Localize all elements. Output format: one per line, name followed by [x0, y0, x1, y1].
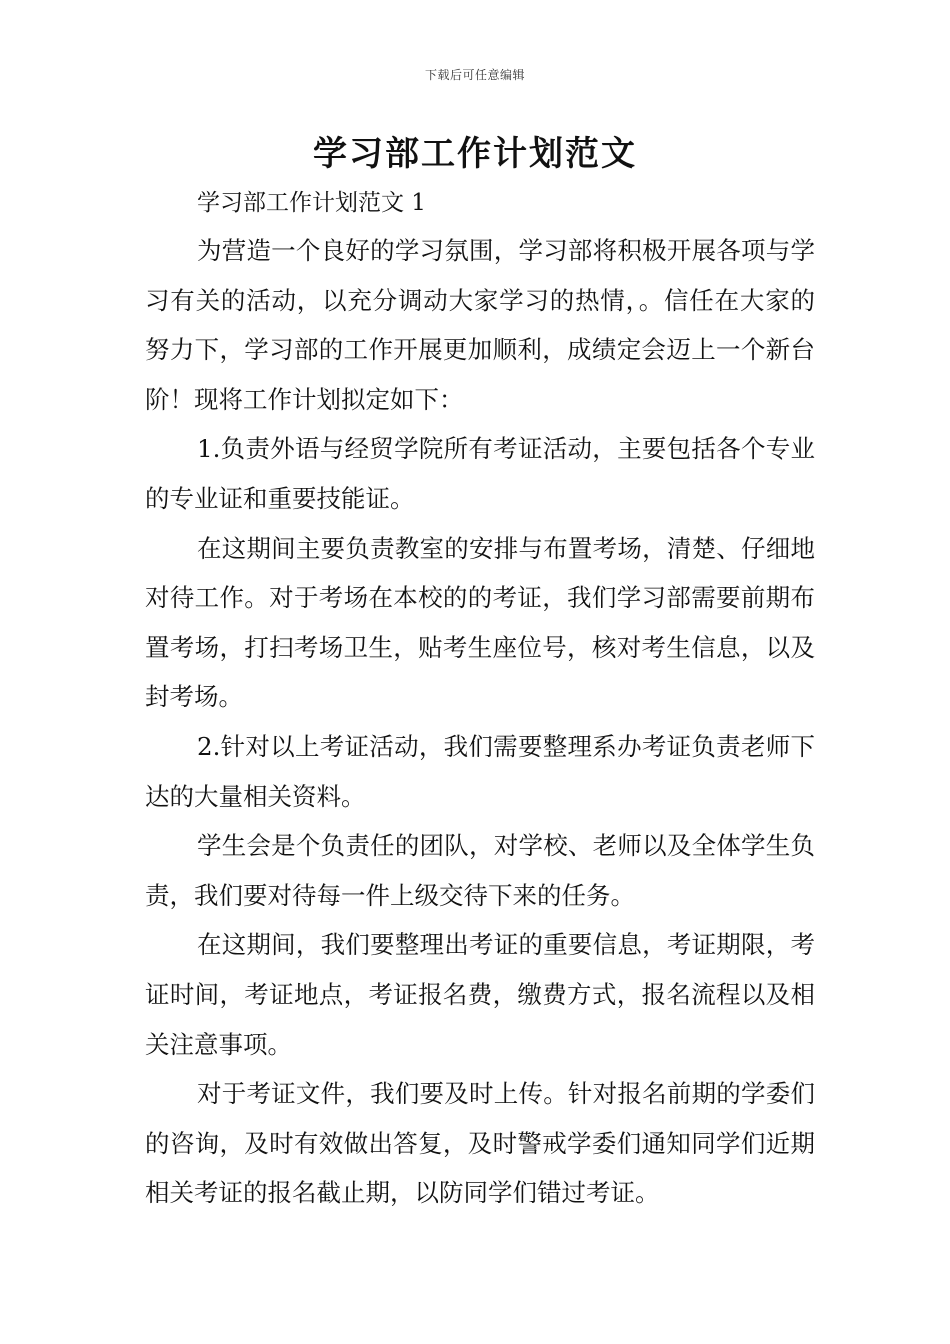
paragraph-exam-venue: 在这期间主要负责教室的安排与布置考场，清楚、仔细地对待工作。对于考场在本校的的考证，我们学习部需要前期布置考场，打扫考场卫生，贴考生座位号，核对考生信息，以及封考场。: [145, 533, 815, 712]
header-note: 下载后可任意编辑: [424, 68, 525, 82]
paragraph-exam-info: 在这期间，我们要整理出考证的重要信息，考证期限，考证时间，考证地点，考证报名费，缴费方式，报名流程以及相关注意事项。: [145, 930, 815, 1059]
paragraph-student-union: 学生会是个负责任的团队，对学校、老师以及全体学生负责，我们要对待每一件上级交待下来的任务。: [145, 831, 815, 910]
paragraph-exam-files: 对于考证文件，我们要及时上传。针对报名前期的学委们的咨询，及时有效做出答复，及时警戒学委们通知同学们近期相关考证的报名截止期，以防同学们错过考证。: [145, 1079, 815, 1208]
document-title: 学习部工作计划范文: [313, 134, 637, 174]
paragraph-intro: 为营造一个良好的学习氛围，学习部将积极开展各项与学习有关的活动，以充分调动大家学习的热情，。信任在大家的努力下，学习部的工作开展更加顺利，成绩定会迈上一个新台阶！现将工作计划拟定如下：: [145, 236, 815, 414]
document-body: [145, 226, 815, 1218]
paragraph-item-1: 1.负责外语与经贸学院所有考证活动，主要包括各个专业的专业证和重要技能证。: [145, 434, 815, 513]
paragraph-item-2: 2.针对以上考证活动，我们需要整理系办考证负责老师下达的大量相关资料。: [145, 731, 815, 811]
document-subtitle: 学习部工作计划范文 1: [197, 190, 426, 216]
